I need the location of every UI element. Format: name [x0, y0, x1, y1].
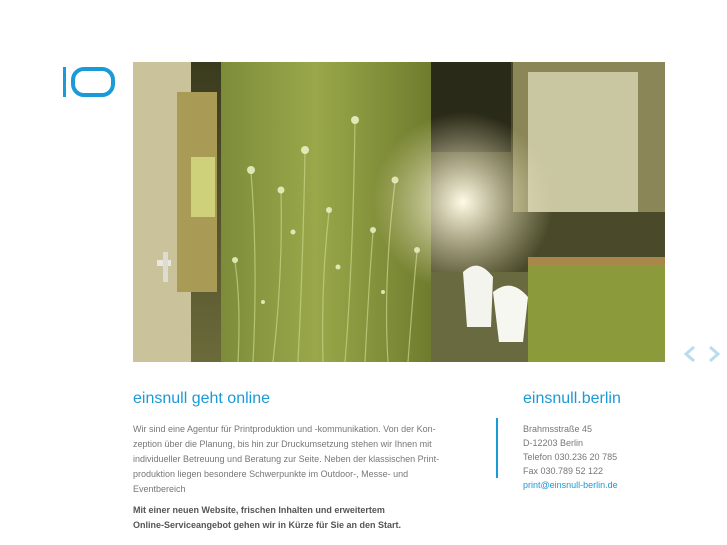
intro-line: produktion liegen besondere Schwerpunkte im Outdoor-, Messe- und	[133, 469, 409, 479]
contact-block	[523, 422, 683, 492]
intro-line: individueller Betreuung und Beratung zur Seite. Neben der klassischen Print-	[133, 454, 440, 464]
contact-fax: Fax 030.789 52 122	[523, 466, 604, 476]
contact-heading: einsnull.berlin	[523, 390, 621, 407]
logo[interactable]	[62, 66, 116, 98]
contact-street: Brahmsstraße 45	[523, 424, 593, 434]
announcement	[133, 503, 463, 533]
slider-next-button[interactable]	[706, 345, 722, 363]
intro-heading: einsnull geht online	[133, 390, 270, 407]
intro-line: Wir sind eine Agentur für Printproduktion und -kommunikation. Von der Kon-	[133, 424, 436, 434]
announcement-line: Online-Serviceangebot gehen wir in Kürze für Sie an den Start.	[133, 520, 402, 530]
slider-prev-button[interactable]	[682, 345, 698, 363]
announcement-line: Mit einer neuen Website, frischen Inhalten und erweitertem	[133, 505, 385, 515]
intro-line: zeption über die Planung, bis hin zur Druckumsetzung stehen wir Ihnen mit	[133, 439, 432, 449]
intro-line: Eventbereich	[133, 484, 186, 494]
intro-paragraph	[133, 422, 453, 497]
contact-email-link[interactable]: print@einsnull-berlin.de	[523, 480, 618, 490]
logo-icon	[62, 66, 116, 98]
chevron-right-icon	[706, 345, 722, 363]
contact-phone: Telefon 030.236 20 785	[523, 452, 618, 462]
contact-city: D-12203 Berlin	[523, 438, 584, 448]
chevron-left-icon	[682, 345, 698, 363]
vertical-divider	[496, 418, 498, 478]
hero-image	[133, 62, 665, 362]
